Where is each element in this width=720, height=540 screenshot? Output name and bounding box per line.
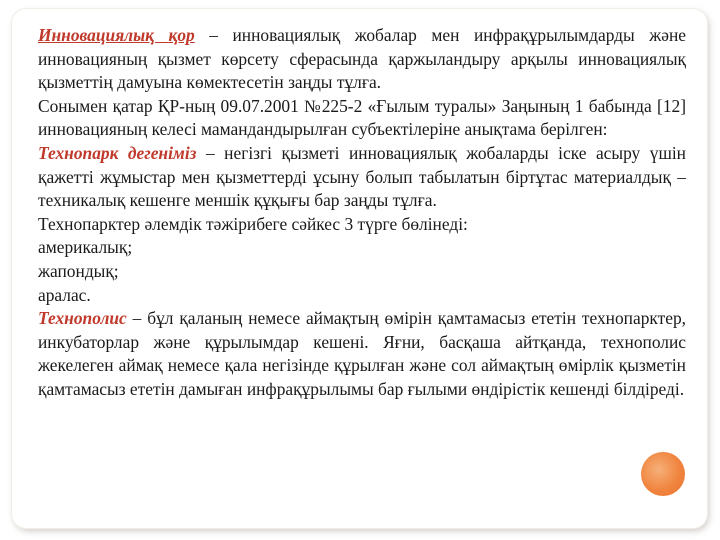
term-technopolis: Технополис — [38, 308, 127, 329]
definition-innovation-fund: – инновациялық жобалар мен инфрақұрылымдарды және инновацияның қызмет көрсету сферасында қаржыландыру арқылы инновациялық қызметтің дамуына көмектесетін заңды тұлға. — [38, 25, 687, 93]
list-item-japanese: жапондық; — [38, 260, 119, 281]
paragraph-technopolis — [38, 307, 686, 401]
slide-text — [38, 24, 686, 402]
orange-circle-decoration — [641, 452, 685, 496]
list-item-mixed: аралас. — [38, 284, 91, 305]
term-technopark: Технопарк дегеніміз — [38, 142, 197, 163]
paragraph-technopark — [38, 142, 686, 213]
definition-technopark: – негізгі қызметі инновациялық жобаларды іске асыру үшін қажетті жұмыстар мен қызметтерді ұсыну болып табылатын біртұтас материалдық – техникалық кешенге меншік құқығы бар заңды тұлға. — [38, 142, 686, 211]
technopark-types-intro: Технопарктер әлемдік тәжірибеге сәйкес 3 түрге бөлінеді: — [38, 213, 468, 234]
paragraph-law-intro: Сонымен қатар ҚР-ның 09.07.2001 №225-2 «Ғылым туралы» Заңының 1 бабында [12] инновацияның келесі мамандандырылған субъектілеріне анықтама берілген: — [38, 95, 686, 140]
paragraph-innovation-fund — [38, 24, 686, 95]
definition-technopolis: – бұл қаланың немесе аймақтың өмірін қамтамасыз ететін технопарктер, инкубаторлар және құрылымдар кешені. Яғни, басқаша айтқанда, технополис жекелеген аймақ немесе қала негізінде құрылған және сол аймақтың өмірлік қызметін қамтамасыз ететін дамыған инфрақұрылымы бар ғылыми өндірістік кешенді білдіреді. — [38, 308, 686, 399]
term-innovation-fund: Инновациялық қор — [38, 25, 195, 45]
list-item-american: америкалық; — [38, 237, 133, 258]
